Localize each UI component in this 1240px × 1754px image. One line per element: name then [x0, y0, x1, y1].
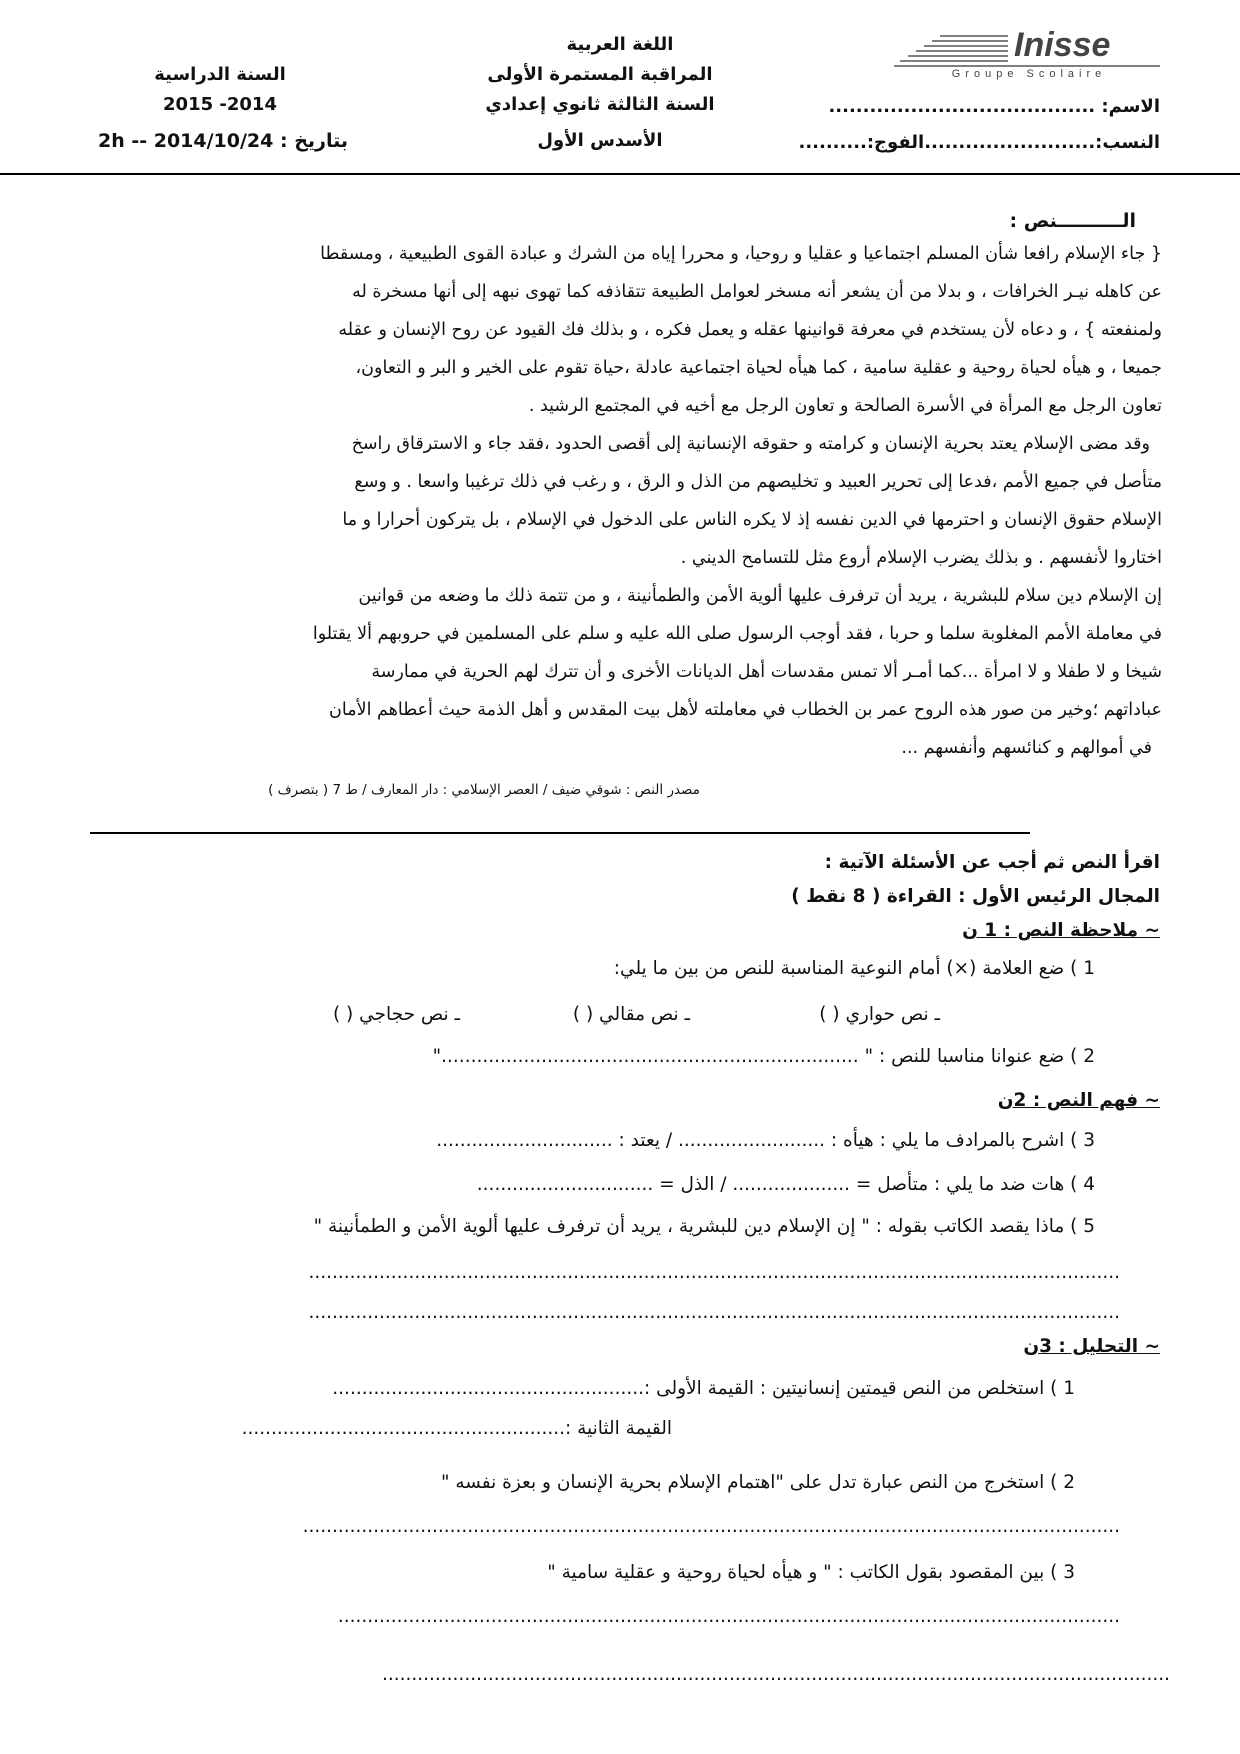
question-intent: 3 ) بين المقصود بقول الكاتب : " و هيأه لحياة روحية و عقلية سامية " — [547, 1562, 1075, 1583]
question-extract: 2 ) استخرج من النص عبارة تدل على "اهتمام الإسلام بحرية الإنسان و بعزة نفسه " — [440, 1472, 1075, 1493]
question-values[interactable]: 1 ) استخلص من النص قيمتين إنسانيتين : القيمة الأولى :..................................................... — [332, 1378, 1075, 1399]
question-title[interactable]: 2 ) ضع عنوانا مناسبا للنص : " ......................................................................." — [432, 1046, 1095, 1067]
domain-title: المجال الرئيس الأول : القراءة ( 8 نقط ) — [791, 886, 1160, 907]
text-line: في أموالهم و كنائسهم وأنفسهم ... — [901, 738, 1152, 758]
text-title: الــــــــــنص : — [1009, 210, 1136, 232]
level: السنة الثالثة ثانوي إعدادي — [485, 94, 715, 115]
text-line: في معاملة الأمم المغلوبة سلما و حربا ، فقد أوجب الرسول صلى الله عليه و سلم على المسلمين في حروبهم ألا يقتلوا — [312, 624, 1162, 644]
answer-line[interactable]: ........................................................................................................................................... — [302, 1516, 1120, 1537]
semester: الأسدس الأول — [537, 130, 663, 151]
text-line: اختاروا لأنفسهم . و بذلك يضرب الإسلام أروع مثل للتسامح الديني . — [680, 548, 1162, 568]
analysis-title: ~ التحليل : 3ن — [1023, 1336, 1160, 1357]
text-line: تعاون الرجل مع المرأة في الأسرة الصالحة و تعاون الرجل مع أخيه في المجتمع الرشيد . — [528, 396, 1162, 416]
subject: اللغة العربية — [566, 34, 674, 55]
year-label: السنة الدراسية — [154, 64, 286, 85]
text-line: عن كاهله نيـر الخرافات ، و بدلا من أن يشعر أنه مسخر لعوامل الطبيعة تتقاذفه كما تهوى نبهه إلى أنها مسخرة له — [352, 282, 1162, 302]
option-argumentative[interactable]: ـ نص حجاجي ( ) — [332, 1004, 460, 1025]
comprehension-title: ~ فهم النص : 2ن — [997, 1090, 1160, 1111]
logo-text: Inisse — [1014, 26, 1111, 64]
school-logo — [890, 26, 1170, 86]
exam-title: المراقبة المستمرة الأولى — [487, 64, 713, 85]
exam-date: بتاريخ : 2014/10/24 -- 2h — [97, 130, 348, 152]
text-line: { جاء الإسلام رافعا شأن المسلم اجتماعيا و عقليا و روحيا، و محررا إياه من الشرك و عبادة القوى الطبيعية ، ومسقطا — [320, 244, 1162, 264]
answer-line[interactable]: .......................................................................................................................................... — [308, 1302, 1120, 1323]
answer-line[interactable]: ..................................................................................................................................... — [337, 1606, 1120, 1627]
option-essay[interactable]: ـ نص مقالي ( ) — [572, 1004, 690, 1025]
text-line: متأصل في جميع الأمم ،فدعا إلى تحرير العبيد و تخليصهم من الذل و الرق ، و رغب في ذلك ترغيبا واسعا . و وسع — [354, 472, 1162, 492]
observation-title: ~ ملاحظة النص : 1 ن — [962, 920, 1160, 941]
text-line: جميعا ، و هيأه لحياة روحية و عقلية سامية ، كما هيأه لحياة اجتماعية عادلة ،حياة تقوم على الخير و البر و التعاون، — [355, 358, 1162, 378]
text-line: ولمنفعته } ، و دعاه لأن يستخدم في معرفة قوانينها عقله و يعمل فكره ، و بذلك فك القيود عن روح الإنسان و عقله — [338, 320, 1162, 340]
text-line: شيخا و لا طفلا و لا امرأة ...كما أمـر ألا تمس مقدسات أهل الديانات الأخرى و أن تترك لهم الحرية في ممارسة — [371, 662, 1162, 682]
header-divider — [0, 173, 1240, 175]
question-meaning: 5 ) ماذا يقصد الكاتب بقوله : " إن الإسلام دين للبشرية ، يريد أن ترفرف عليها ألوية الأمن و الطمأنينة " — [313, 1216, 1095, 1237]
answer-line[interactable]: .......................................................................................................................................... — [308, 1262, 1120, 1283]
logo-subtext: Groupe Scolaire — [951, 68, 1107, 80]
student-name-field[interactable]: الاسم: ....................................... — [828, 96, 1160, 117]
question-synonyms[interactable]: 3 ) اشرح بالمرادف ما يلي : هيأه : ......................... / يعتد : .............................. — [436, 1130, 1095, 1151]
text-line: إن الإسلام دين سلام للبشرية ، يريد أن ترفرف عليها ألوية الأمن والطمأنينة ، و من تتمة ذلك ما وضعه من قوانين — [358, 586, 1162, 606]
answer-line[interactable]: ...................................................................................................................................... — [381, 1664, 1170, 1685]
questions-intro: اقرأ النص ثم أجب عن الأسئلة الآتية : — [824, 852, 1160, 873]
second-value-field[interactable]: القيمة الثانية :....................................................... — [241, 1418, 672, 1439]
text-line: عباداتهم ؛وخير من صور هذه الروح عمر بن الخطاب في معاملته لأهل بيت المقدس و أهل الذمة حيث أعطاهم الأمان — [329, 700, 1162, 720]
text-line: وقد مضى الإسلام يعتد بحرية الإنسان و كرامته و حقوقه الإنسانية إلى أقصى الحدود ،فقد جاء و الاسترقاق راسخ — [351, 434, 1150, 454]
student-group-field[interactable]: النسب:.........................الفوج:.......... — [798, 132, 1160, 153]
text-source: مصدر النص : شوقي ضيف / العصر الإسلامي : دار المعارف / ط 7 ( بتصرف ) — [268, 782, 700, 798]
option-dialogue[interactable]: ـ نص حواري ( ) — [819, 1004, 940, 1025]
section-divider — [90, 832, 1030, 834]
question-type: 1 ) ضع العلامة (×) أمام النوعية المناسبة للنص من بين ما يلي: — [613, 958, 1095, 979]
text-line: الإسلام حقوق الإنسان و احترمها في الدين نفسه إذ لا يكره الناس على الدخول في الإسلام ، بل يتركون أحرارا و ما — [342, 510, 1162, 530]
year-value: 2015 -2014 — [163, 94, 277, 115]
question-antonyms[interactable]: 4 ) هات ضد ما يلي : متأصل = .................... / الذل = .............................. — [476, 1174, 1095, 1195]
